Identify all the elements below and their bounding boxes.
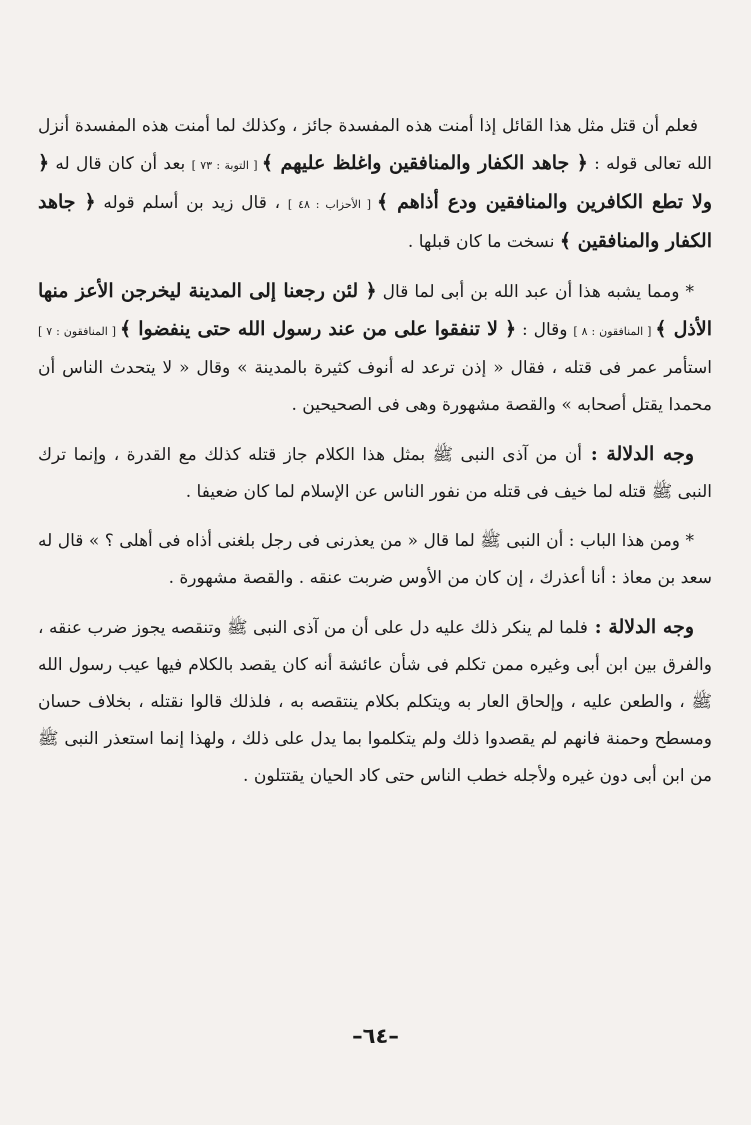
paragraph [38, 436, 712, 511]
text-run: وقال : [516, 320, 574, 340]
verse-reference: [ المنافقون : ٧ ] [38, 325, 121, 338]
text-run: أن من آذى النبى ﷺ بمثل هذا الكلام جاز قتله كذلك مع القدرة ، وإنما ترك النبى ﷺ قتله لما خيف فى قتله من نفور الناس عن الإسلام لما كان ضعيفا . [38, 445, 712, 502]
verse-reference: [ المنافقون : ٨ ] [573, 325, 656, 338]
paragraph [38, 273, 712, 424]
paragraph [38, 609, 712, 795]
bold-phrase: ﴿ ولا تطع الكافرين والمنافقين ودع أذاهم ﴾ [38, 152, 712, 213]
text-run: فلما لم ينكر ذلك عليه دل على أن من آذى النبى ﷺ وتنقصه يجوز ضرب عنقه ، والفرق بين ابن أبى وغيره ممن تكلم فى شأن عائشة أنه كان يقصد بالكلام فيها عيب رسول الله ﷺ ، والطعن عليه ، وإلحاق العار به ويتكلم بكلام ينتقصه به ، فلذلك قالوا نقتله ، بخلاف حسان ومسطح وحمنة فانهم لم يقصدوا ذلك ولم يتكلموا بما يدل على ذلك ، ولهذا إنما استعذر النبى ﷺ من ابن أبى دون غيره ولأجله خطب الناس حتى كاد الحيان يقتتلون . [38, 618, 712, 786]
text-run: بعد أن كان قال له [49, 154, 192, 174]
bold-phrase: وجه الدلالة : [587, 616, 694, 638]
document-body [38, 108, 712, 807]
text-run: فعلم أن قتل مثل هذا القائل إذا أمنت هذه المفسدة جائز ، وكذلك لما أمنت هذه المفسدة أنزل الله تعالى قوله : [38, 116, 713, 174]
bold-phrase: وجه الدلالة : [582, 443, 694, 465]
paragraph [38, 108, 712, 261]
text-run: ، قال زيد بن أسلم قوله [95, 193, 288, 213]
bold-phrase: ﴿ لئن رجعنا إلى المدينة ليخرجن الأعز منها الأذل ﴾ [38, 280, 712, 340]
bold-phrase: ﴿ جاهد الكفار والمنافقين ﴾ [38, 191, 712, 252]
text-run: استأمر عمر فى قتله ، فقال « إذن ترعد له أنوف كثيرة بالمدينة » وقال « لا يتحدث الناس أن محمدا يقتل أصحابه » والقصة مشهورة وهى فى الصحيحين . [38, 358, 712, 415]
paragraph [38, 523, 712, 597]
verse-reference: [ الأحزاب : ٤٨ ] [287, 198, 377, 211]
bold-phrase: ﴿ لا تنفقوا على من عند رسول الله حتى ينفضوا ﴾ [120, 318, 517, 340]
text-run: نسخت ما كان قبلها . [407, 232, 560, 252]
verse-reference: [ التوبة : ٧٣ ] [191, 159, 262, 172]
page-number: –٦٤– [352, 1024, 399, 1048]
text-run: * ومما يشبه هذا أن عبد الله بن أبى لما قال [376, 282, 694, 302]
text-run: * ومن هذا الباب : أن النبى ﷺ لما قال « من يعذرنى فى رجل بلغنى أذاه فى أهلى ؟ » قال له سعد بن معاذ : أنا أعذرك ، إن كان من الأوس ضربت عنقه . والقصة مشهورة . [38, 531, 712, 588]
bold-phrase: ﴿ جاهد الكفار والمنافقين واغلظ عليهم ﴾ [261, 152, 588, 174]
